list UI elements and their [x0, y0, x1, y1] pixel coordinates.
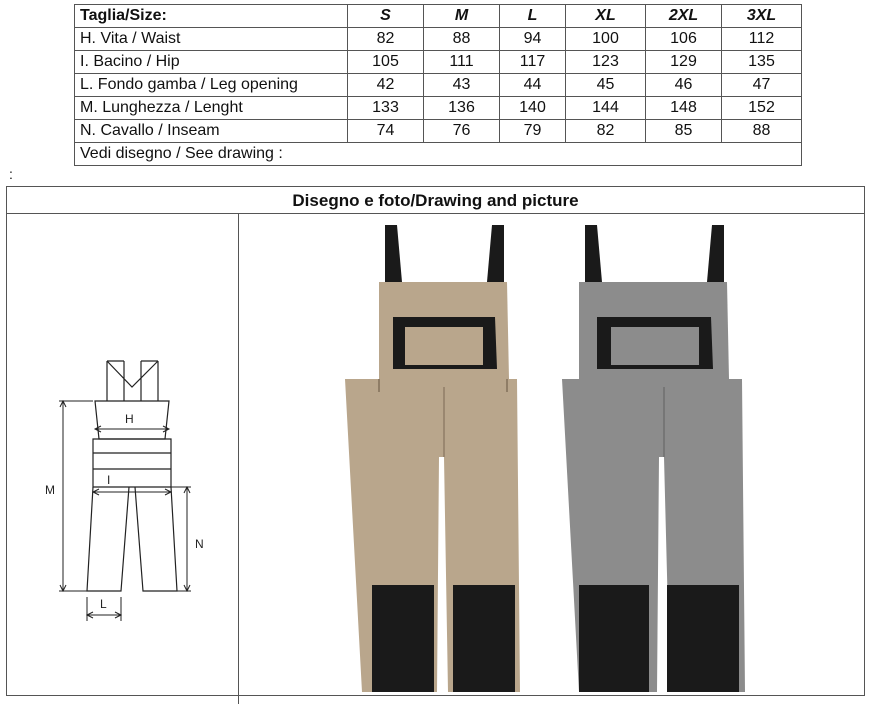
- cell-value: 43: [424, 74, 500, 97]
- table-row: [75, 74, 802, 97]
- table-row: [75, 97, 802, 120]
- header-size-xl: XL: [566, 5, 646, 28]
- cell-value: 105: [348, 51, 424, 74]
- cell-value: 136: [424, 97, 500, 120]
- cell-value: 129: [646, 51, 722, 74]
- stray-colon: :: [9, 166, 13, 182]
- cell-value: 42: [348, 74, 424, 97]
- table-row: [75, 120, 802, 143]
- header-size-3xl: 3XL: [722, 5, 802, 28]
- header-label: Taglia/Size:: [75, 5, 348, 28]
- drawing-label-n: N: [195, 537, 204, 551]
- drawing-section: [6, 186, 865, 696]
- header-size-2xl: 2XL: [646, 5, 722, 28]
- header-size-m: M: [424, 5, 500, 28]
- cell-value: 94: [500, 28, 566, 51]
- table-row: [75, 51, 802, 74]
- cell-value: 44: [500, 74, 566, 97]
- cell-value: 47: [722, 74, 802, 97]
- note-row: [75, 143, 802, 166]
- row-label: H. Vita / Waist: [75, 28, 348, 51]
- cell-value: 111: [424, 51, 500, 74]
- cell-value: 45: [566, 74, 646, 97]
- cell-value: 79: [500, 120, 566, 143]
- row-label: N. Cavallo / Inseam: [75, 120, 348, 143]
- drawing-label-l: L: [100, 597, 107, 611]
- header-size-l: L: [500, 5, 566, 28]
- cell-value: 144: [566, 97, 646, 120]
- cell-value: 152: [722, 97, 802, 120]
- cell-value: 85: [646, 120, 722, 143]
- product-photos: [7, 187, 866, 692]
- beige-overall-image: [345, 225, 520, 692]
- cell-value: 82: [348, 28, 424, 51]
- cell-value: 100: [566, 28, 646, 51]
- cell-value: 82: [566, 120, 646, 143]
- size-table: [74, 4, 802, 166]
- see-drawing-note: Vedi disegno / See drawing :: [75, 143, 802, 166]
- drawing-label-m: M: [45, 483, 55, 497]
- table-row: [75, 28, 802, 51]
- drawing-label-i: I: [107, 473, 111, 487]
- cell-value: 88: [722, 120, 802, 143]
- row-label: M. Lunghezza / Lenght: [75, 97, 348, 120]
- cell-value: 123: [566, 51, 646, 74]
- cell-value: 106: [646, 28, 722, 51]
- cell-value: 148: [646, 97, 722, 120]
- cell-value: 135: [722, 51, 802, 74]
- size-table-header: [75, 5, 802, 28]
- cell-value: 74: [348, 120, 424, 143]
- header-size-s: S: [348, 5, 424, 28]
- section-title: Disegno e foto/Drawing and picture: [7, 187, 864, 214]
- grey-overall-image: [562, 225, 745, 692]
- cell-value: 76: [424, 120, 500, 143]
- cell-value: 46: [646, 74, 722, 97]
- cell-value: 133: [348, 97, 424, 120]
- cell-value: 112: [722, 28, 802, 51]
- cell-value: 88: [424, 28, 500, 51]
- row-label: I. Bacino / Hip: [75, 51, 348, 74]
- drawing-label-h: H: [125, 412, 134, 426]
- cell-value: 140: [500, 97, 566, 120]
- row-label: L. Fondo gamba / Leg opening: [75, 74, 348, 97]
- cell-value: 117: [500, 51, 566, 74]
